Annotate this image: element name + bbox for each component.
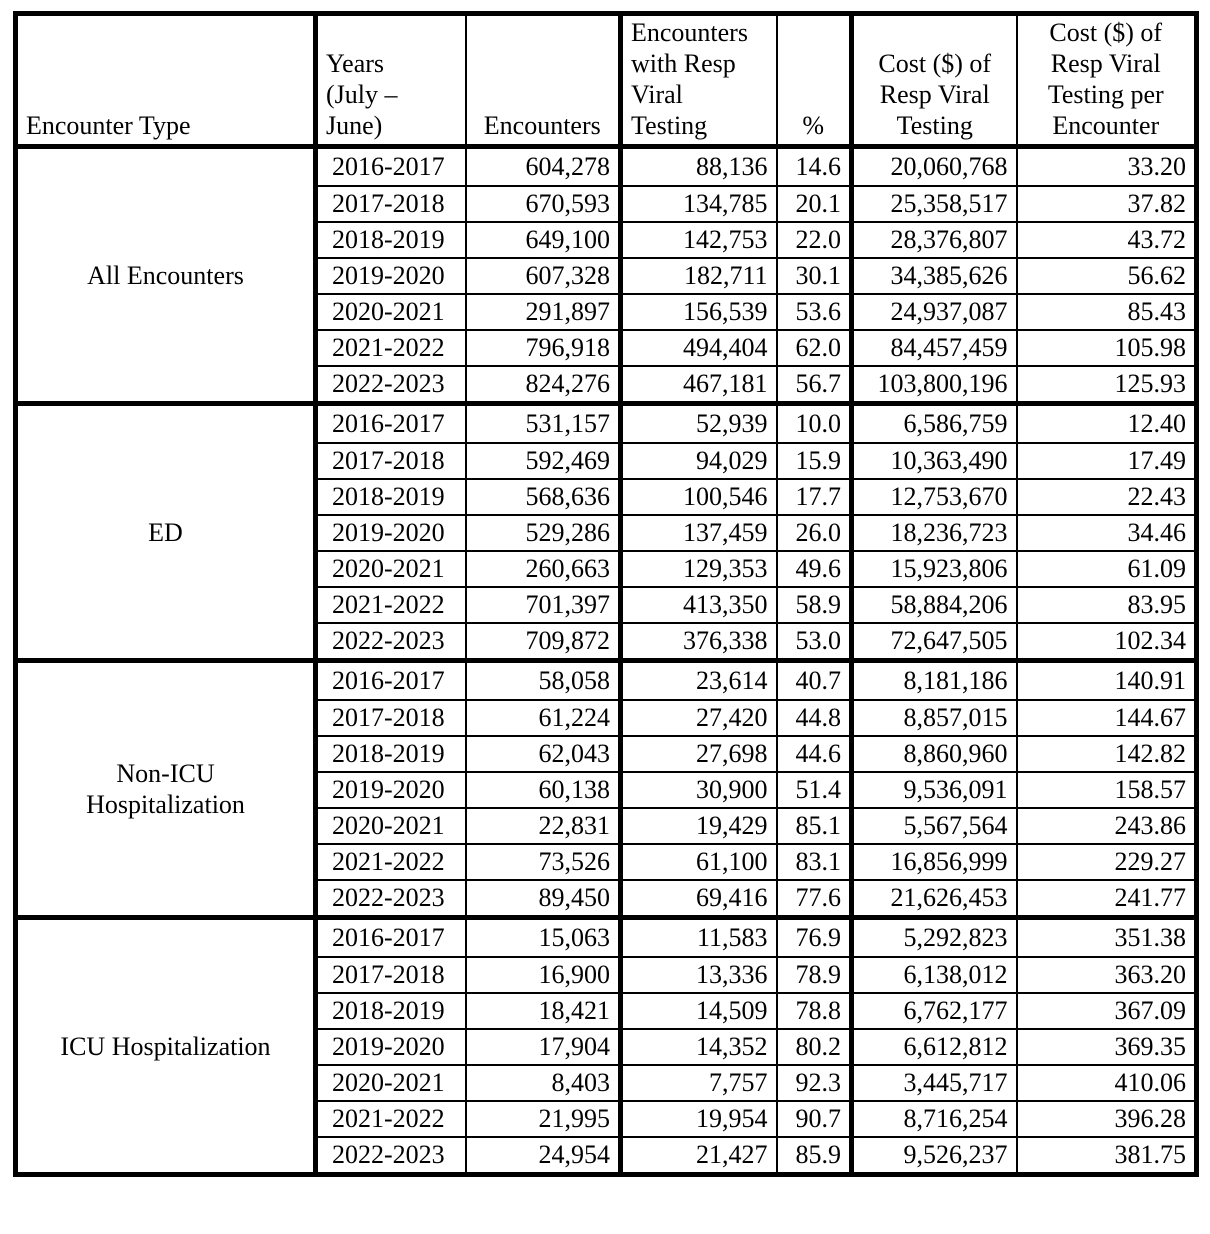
cell-tested: 467,181 — [621, 366, 777, 404]
cell-cost-per: 229.27 — [1017, 844, 1197, 880]
cell-year: 2021-2022 — [316, 330, 466, 366]
cell-encounters: 529,286 — [466, 515, 621, 551]
cell-tested: 376,338 — [621, 623, 777, 661]
cell-pct: 15.9 — [777, 443, 852, 479]
cell-encounters: 709,872 — [466, 623, 621, 661]
header-years-line: Years — [326, 49, 385, 78]
header-encounter-type — [16, 14, 316, 147]
header-percent-text: % — [802, 111, 825, 140]
cell-year: 2016-2017 — [316, 404, 466, 444]
cell-pct: 26.0 — [777, 515, 852, 551]
cell-cost: 9,526,237 — [852, 1137, 1017, 1175]
cell-cost-per: 369.35 — [1017, 1029, 1197, 1065]
cell-pct: 20.1 — [777, 186, 852, 222]
cell-year: 2020-2021 — [316, 294, 466, 330]
cell-encounters: 796,918 — [466, 330, 621, 366]
cell-pct: 56.7 — [777, 366, 852, 404]
cell-pct: 77.6 — [777, 880, 852, 918]
cell-pct: 92.3 — [777, 1065, 852, 1101]
cell-tested: 19,429 — [621, 808, 777, 844]
cell-encounters: 21,995 — [466, 1101, 621, 1137]
header-years-line: (July – — [326, 80, 398, 109]
cell-cost-per: 56.62 — [1017, 258, 1197, 294]
cell-cost-per: 396.28 — [1017, 1101, 1197, 1137]
cell-pct: 58.9 — [777, 587, 852, 623]
cell-cost-per: 241.77 — [1017, 880, 1197, 918]
cell-cost: 5,292,823 — [852, 918, 1017, 958]
cell-encounters: 8,403 — [466, 1065, 621, 1101]
cell-encounters: 604,278 — [466, 147, 621, 187]
cell-cost: 34,385,626 — [852, 258, 1017, 294]
header-encounters-with-testing-line: with Resp — [631, 49, 736, 78]
encounter-type-cell — [16, 661, 316, 918]
cell-encounters: 18,421 — [466, 993, 621, 1029]
cell-cost: 12,753,670 — [852, 479, 1017, 515]
cell-cost-per: 37.82 — [1017, 186, 1197, 222]
cell-tested: 100,546 — [621, 479, 777, 515]
cell-cost: 15,923,806 — [852, 551, 1017, 587]
cell-year: 2019-2020 — [316, 1029, 466, 1065]
cell-cost: 103,800,196 — [852, 366, 1017, 404]
header-percent — [777, 14, 852, 147]
cell-tested: 129,353 — [621, 551, 777, 587]
cell-year: 2016-2017 — [316, 918, 466, 958]
cell-encounters: 568,636 — [466, 479, 621, 515]
cell-pct: 22.0 — [777, 222, 852, 258]
table-row — [16, 404, 1197, 444]
cell-tested: 11,583 — [621, 918, 777, 958]
cell-year: 2018-2019 — [316, 479, 466, 515]
cell-pct: 44.8 — [777, 700, 852, 736]
cell-tested: 156,539 — [621, 294, 777, 330]
cell-year: 2022-2023 — [316, 1137, 466, 1175]
cell-tested: 142,753 — [621, 222, 777, 258]
cell-tested: 134,785 — [621, 186, 777, 222]
cell-tested: 27,698 — [621, 736, 777, 772]
cell-encounters: 62,043 — [466, 736, 621, 772]
cell-cost: 58,884,206 — [852, 587, 1017, 623]
cell-pct: 80.2 — [777, 1029, 852, 1065]
cell-year: 2016-2017 — [316, 661, 466, 701]
cell-encounters: 15,063 — [466, 918, 621, 958]
cell-encounters: 531,157 — [466, 404, 621, 444]
cell-cost-per: 125.93 — [1017, 366, 1197, 404]
cell-pct: 30.1 — [777, 258, 852, 294]
encounter-type-cell — [16, 147, 316, 404]
cell-cost: 20,060,768 — [852, 147, 1017, 187]
cell-cost: 25,358,517 — [852, 186, 1017, 222]
cell-year: 2020-2021 — [316, 808, 466, 844]
cell-cost-per: 410.06 — [1017, 1065, 1197, 1101]
cell-year: 2018-2019 — [316, 736, 466, 772]
cell-cost: 16,856,999 — [852, 844, 1017, 880]
cell-encounters: 592,469 — [466, 443, 621, 479]
table-row — [16, 918, 1197, 958]
header-row — [16, 14, 1197, 147]
cell-tested: 61,100 — [621, 844, 777, 880]
cell-encounters: 607,328 — [466, 258, 621, 294]
cell-year: 2021-2022 — [316, 844, 466, 880]
cell-year: 2019-2020 — [316, 258, 466, 294]
cell-cost: 28,376,807 — [852, 222, 1017, 258]
header-encounters-with-testing-line: Encounters — [631, 18, 748, 47]
cell-pct: 78.8 — [777, 993, 852, 1029]
cell-pct: 78.9 — [777, 957, 852, 993]
table-row — [16, 661, 1197, 701]
cell-pct: 17.7 — [777, 479, 852, 515]
cell-pct: 85.1 — [777, 808, 852, 844]
cell-pct: 49.6 — [777, 551, 852, 587]
cell-cost-per: 43.72 — [1017, 222, 1197, 258]
encounter-type-cell — [16, 918, 316, 1175]
header-encounters-text: Encounters — [483, 111, 601, 140]
cell-encounters: 649,100 — [466, 222, 621, 258]
cell-tested: 182,711 — [621, 258, 777, 294]
header-encounters-with-testing — [621, 14, 777, 147]
cell-tested: 413,350 — [621, 587, 777, 623]
cell-cost-per: 351.38 — [1017, 918, 1197, 958]
cell-cost: 8,716,254 — [852, 1101, 1017, 1137]
cell-encounters: 73,526 — [466, 844, 621, 880]
cell-year: 2018-2019 — [316, 993, 466, 1029]
cell-cost-per: 102.34 — [1017, 623, 1197, 661]
cell-cost-per: 243.86 — [1017, 808, 1197, 844]
cell-encounters: 22,831 — [466, 808, 621, 844]
header-cost-line: Cost ($) of — [878, 49, 992, 78]
header-cost-per-encounter — [1017, 14, 1197, 147]
cell-pct: 44.6 — [777, 736, 852, 772]
cell-cost: 6,138,012 — [852, 957, 1017, 993]
cell-tested: 27,420 — [621, 700, 777, 736]
cell-pct: 51.4 — [777, 772, 852, 808]
cell-cost: 10,363,490 — [852, 443, 1017, 479]
encounter-type-label: ED — [148, 517, 183, 547]
cell-cost: 24,937,087 — [852, 294, 1017, 330]
header-encounters — [466, 14, 621, 147]
cell-cost-per: 22.43 — [1017, 479, 1197, 515]
cell-year: 2016-2017 — [316, 147, 466, 187]
encounter-type-cell — [16, 404, 316, 661]
cell-year: 2022-2023 — [316, 366, 466, 404]
cell-cost: 84,457,459 — [852, 330, 1017, 366]
cell-cost: 6,762,177 — [852, 993, 1017, 1029]
cell-pct: 83.1 — [777, 844, 852, 880]
header-cost-line: Resp Viral — [879, 80, 990, 109]
cell-pct: 62.0 — [777, 330, 852, 366]
cell-cost: 6,586,759 — [852, 404, 1017, 444]
cell-tested: 494,404 — [621, 330, 777, 366]
cell-year: 2021-2022 — [316, 1101, 466, 1137]
header-encounters-with-testing-line: Viral — [631, 80, 683, 109]
cell-cost-per: 144.67 — [1017, 700, 1197, 736]
cell-cost: 8,860,960 — [852, 736, 1017, 772]
encounter-type-label: Hospitalization — [86, 790, 245, 819]
cell-year: 2022-2023 — [316, 623, 466, 661]
cell-year: 2021-2022 — [316, 587, 466, 623]
header-cost-per-encounter-line: Encounter — [1052, 111, 1160, 140]
cell-year: 2022-2023 — [316, 880, 466, 918]
cell-encounters: 89,450 — [466, 880, 621, 918]
cell-cost: 72,647,505 — [852, 623, 1017, 661]
cell-cost-per: 33.20 — [1017, 147, 1197, 187]
cell-pct: 14.6 — [777, 147, 852, 187]
cell-cost-per: 363.20 — [1017, 957, 1197, 993]
cell-cost-per: 381.75 — [1017, 1137, 1197, 1175]
cell-tested: 137,459 — [621, 515, 777, 551]
cell-tested: 23,614 — [621, 661, 777, 701]
encounter-type-label: ICU Hospitalization — [60, 1031, 271, 1061]
cell-cost-per: 85.43 — [1017, 294, 1197, 330]
cell-tested: 19,954 — [621, 1101, 777, 1137]
cell-cost-per: 17.49 — [1017, 443, 1197, 479]
cell-year: 2019-2020 — [316, 515, 466, 551]
cell-cost: 5,567,564 — [852, 808, 1017, 844]
header-cost-per-encounter-line: Resp Viral — [1050, 49, 1161, 78]
cell-pct: 53.0 — [777, 623, 852, 661]
header-years-line: June) — [326, 111, 383, 140]
cell-year: 2020-2021 — [316, 551, 466, 587]
cell-year: 2017-2018 — [316, 700, 466, 736]
cell-encounters: 260,663 — [466, 551, 621, 587]
header-years — [316, 14, 466, 147]
cell-encounters: 701,397 — [466, 587, 621, 623]
cell-cost-per: 105.98 — [1017, 330, 1197, 366]
cell-tested: 52,939 — [621, 404, 777, 444]
respiratory-viral-testing-table — [13, 11, 1199, 1177]
cell-year: 2020-2021 — [316, 1065, 466, 1101]
cell-cost-per: 367.09 — [1017, 993, 1197, 1029]
encounter-type-label: Non-ICU — [116, 759, 215, 788]
cell-encounters: 16,900 — [466, 957, 621, 993]
cell-cost-per: 12.40 — [1017, 404, 1197, 444]
cell-tested: 13,336 — [621, 957, 777, 993]
encounter-type-label: All Encounters — [87, 260, 244, 290]
cell-encounters: 17,904 — [466, 1029, 621, 1065]
cell-year: 2018-2019 — [316, 222, 466, 258]
cell-year: 2017-2018 — [316, 443, 466, 479]
cell-pct: 10.0 — [777, 404, 852, 444]
cell-tested: 69,416 — [621, 880, 777, 918]
cell-cost: 9,536,091 — [852, 772, 1017, 808]
cell-tested: 14,509 — [621, 993, 777, 1029]
cell-encounters: 291,897 — [466, 294, 621, 330]
cell-cost-per: 158.57 — [1017, 772, 1197, 808]
cell-encounters: 58,058 — [466, 661, 621, 701]
cell-encounters: 60,138 — [466, 772, 621, 808]
cell-cost: 18,236,723 — [852, 515, 1017, 551]
cell-pct: 90.7 — [777, 1101, 852, 1137]
cell-pct: 53.6 — [777, 294, 852, 330]
header-encounters-with-testing-line: Testing — [631, 111, 708, 140]
cell-pct: 40.7 — [777, 661, 852, 701]
cell-tested: 94,029 — [621, 443, 777, 479]
cell-cost: 8,181,186 — [852, 661, 1017, 701]
cell-tested: 21,427 — [621, 1137, 777, 1175]
cell-cost: 3,445,717 — [852, 1065, 1017, 1101]
header-cost-line: Testing — [896, 111, 973, 140]
cell-cost-per: 34.46 — [1017, 515, 1197, 551]
cell-tested: 30,900 — [621, 772, 777, 808]
cell-cost-per: 140.91 — [1017, 661, 1197, 701]
cell-cost-per: 142.82 — [1017, 736, 1197, 772]
cell-encounters: 61,224 — [466, 700, 621, 736]
header-cost — [852, 14, 1017, 147]
cell-tested: 88,136 — [621, 147, 777, 187]
cell-cost-per: 83.95 — [1017, 587, 1197, 623]
table-container — [13, 11, 1199, 1177]
header-encounter-type-text: Encounter Type — [26, 111, 191, 140]
cell-cost: 21,626,453 — [852, 880, 1017, 918]
cell-year: 2019-2020 — [316, 772, 466, 808]
header-cost-per-encounter-line: Cost ($) of — [1049, 18, 1163, 47]
cell-encounters: 824,276 — [466, 366, 621, 404]
cell-tested: 7,757 — [621, 1065, 777, 1101]
cell-year: 2017-2018 — [316, 957, 466, 993]
cell-pct: 85.9 — [777, 1137, 852, 1175]
cell-tested: 14,352 — [621, 1029, 777, 1065]
table-row — [16, 147, 1197, 187]
cell-encounters: 24,954 — [466, 1137, 621, 1175]
cell-pct: 76.9 — [777, 918, 852, 958]
cell-cost: 6,612,812 — [852, 1029, 1017, 1065]
header-cost-per-encounter-line: Testing per — [1047, 80, 1164, 109]
table-body — [16, 147, 1197, 1175]
cell-cost: 8,857,015 — [852, 700, 1017, 736]
cell-encounters: 670,593 — [466, 186, 621, 222]
cell-year: 2017-2018 — [316, 186, 466, 222]
cell-cost-per: 61.09 — [1017, 551, 1197, 587]
